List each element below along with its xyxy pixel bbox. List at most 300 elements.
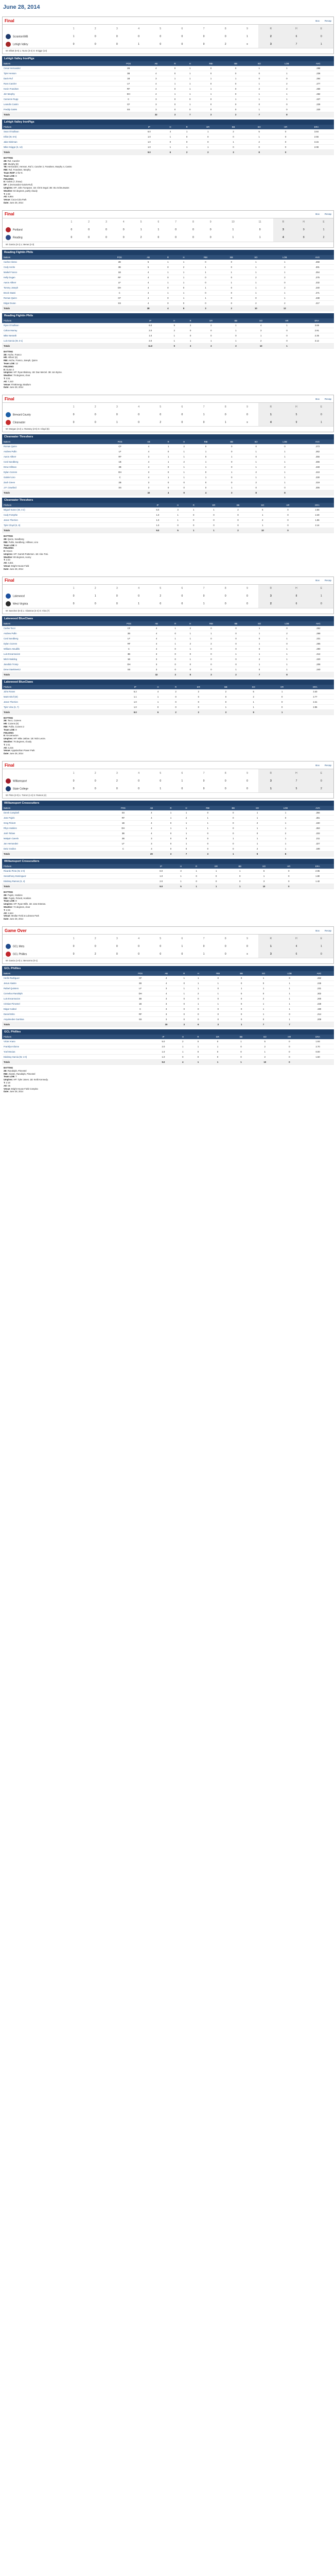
player-name-link[interactable]: Zach Green [2, 480, 103, 485]
errors-total: 0 [309, 600, 333, 608]
player-name-link[interactable]: Ricardo Pinto (W, 2-0) [2, 869, 149, 874]
player-name-link[interactable]: J.P. Crawford [2, 485, 103, 490]
note-value: HP: Mike Jarboe. 1B: Nick Lenze. [13, 737, 46, 740]
column-header: HR [275, 503, 300, 507]
player-name-link[interactable]: Franklyn Kilome [2, 1044, 151, 1049]
player-name-link[interactable]: Cesar Hernandez [2, 66, 112, 71]
note-value: Duran 2 [6, 368, 14, 371]
box-tab[interactable]: Box [315, 213, 320, 216]
player-row [2, 879, 334, 884]
player-name-link[interactable]: Edubray Ramos (S, 4) [2, 879, 149, 884]
recap-tab[interactable]: Recap [324, 397, 331, 400]
stat-cell: 2 [179, 816, 194, 821]
team-cell[interactable] [3, 600, 63, 608]
column-header: H [166, 318, 182, 323]
column-header: BB [213, 685, 239, 689]
stat-cell: 1B [102, 269, 136, 275]
column-header: Pitchers [2, 864, 149, 869]
stat-cell: 2.70 [302, 1044, 334, 1049]
player-name-link[interactable]: Andrew Pullin [2, 449, 103, 454]
stat-cell: 2 [166, 328, 182, 333]
team-name[interactable]: Clearwater [13, 420, 26, 424]
player-row [2, 656, 334, 662]
note-value: 8 [15, 728, 17, 731]
recap-tab[interactable]: Recap [324, 929, 331, 932]
team-name[interactable]: Reading [13, 236, 23, 240]
stat-cell: 1B [107, 821, 140, 826]
rhe-header: R [273, 218, 294, 226]
note-label: HR: [4, 356, 8, 359]
player-name-link[interactable]: Cord Sandberg [2, 636, 113, 641]
note-label: Team LOB: [4, 362, 15, 365]
linescore-header [3, 577, 333, 585]
player-name-link[interactable]: Greg Pickett [2, 821, 107, 826]
inning-runs: 2 [160, 420, 162, 424]
player-name-link[interactable]: Dylan Cozens [2, 641, 113, 646]
page-title: June 28, 2014 [3, 4, 40, 10]
note-value: 7,410 [8, 380, 13, 383]
team-name[interactable]: Williamsport [13, 779, 27, 783]
stat-cell: .227 [302, 841, 334, 846]
column-header: IP [151, 1035, 175, 1039]
errors-total: 1 [314, 226, 333, 234]
note-label: 2B: [4, 159, 7, 162]
player-name-link[interactable]: Leandro Castro [2, 102, 112, 107]
player-name-link[interactable]: Deivi Grullon [2, 846, 107, 852]
stat-cell: 1 [239, 704, 268, 709]
player-name-link[interactable]: Jiandido Tromp [2, 662, 113, 667]
inning-runs: 0 [94, 35, 96, 38]
player-name-link[interactable]: Rhys Hoskins [2, 826, 107, 831]
stat-cell: .273 [301, 444, 334, 449]
player-name-link[interactable]: Ryan O'Sullivan [2, 323, 134, 328]
stat-cell: 0 [177, 1017, 191, 1022]
totals-cell: 10 [252, 884, 276, 889]
player-name-link[interactable]: Gabriel Lino [2, 475, 103, 480]
player-name-link[interactable]: Jim Murphy [2, 92, 112, 97]
stat-cell: 0 [198, 71, 224, 76]
boxscore-table [2, 61, 334, 117]
team-cell[interactable] [3, 234, 63, 242]
team-cell[interactable] [3, 418, 63, 426]
team-cell[interactable] [3, 950, 63, 958]
player-name-link[interactable]: Elliot (W, 6-5) [2, 134, 136, 140]
note-value: 12 [15, 362, 18, 365]
linescore-row [3, 600, 333, 608]
stat-cell: 0 [222, 816, 245, 821]
stat-cell: 1 [275, 986, 304, 991]
player-name-link[interactable]: Russ Canzler [2, 81, 112, 87]
player-row [2, 1055, 334, 1060]
team-cell[interactable] [3, 942, 63, 950]
player-name-link[interactable]: Edgar Cabral [2, 1007, 125, 1012]
player-name-link[interactable]: Cameron Rupp [2, 97, 112, 102]
note-label: T: [4, 908, 6, 911]
stat-cell: 2.88 [300, 507, 334, 513]
stat-cell: 1 [269, 454, 301, 460]
player-name-link[interactable]: Malquin Canelo [2, 836, 107, 841]
stat-cell: 0 [224, 66, 247, 71]
inning-runs: 0 [70, 228, 73, 232]
stat-cell: 1 [183, 636, 198, 641]
player-name-link[interactable]: Colton Murray [2, 328, 134, 333]
inning-runs: 2 [160, 595, 162, 598]
team-cell[interactable] [3, 785, 63, 792]
stat-cell: 1 [191, 986, 206, 991]
player-name-link[interactable]: Cord Sandberg [2, 460, 103, 465]
team-cell[interactable] [3, 32, 63, 40]
stat-cell: 4 [137, 460, 161, 465]
note-value: Bright House Field [11, 565, 29, 568]
stat-cell: 0 [272, 140, 299, 145]
player-row [2, 626, 334, 631]
player-name-link[interactable]: Carlos Tocci [2, 626, 113, 631]
stat-cell: 4 [145, 87, 167, 92]
player-name-link[interactable]: Josh Tobias [2, 831, 107, 836]
stat-cell: 1 [247, 66, 271, 71]
stat-cell: 1 [175, 1049, 191, 1055]
stat-cell: 0 [191, 260, 220, 265]
stat-cell: 1 [247, 92, 271, 97]
stat-cell: 2 [226, 507, 250, 513]
errors-total: 0 [309, 32, 333, 40]
stat-cell: SS [107, 810, 140, 816]
inning-runs: 0 [94, 602, 96, 606]
linescore-header-row [3, 769, 333, 777]
boxscore-table [2, 621, 334, 677]
stat-cell: LF [112, 81, 145, 87]
column-header: IP [134, 318, 166, 323]
stat-cell: 1 [247, 97, 271, 102]
player-name-link[interactable]: Mike Knigge (S, 14) [2, 145, 136, 150]
team-name[interactable]: Brevard County [13, 413, 31, 416]
inning-header: 3 [105, 221, 107, 224]
player-name-link[interactable]: Tommy Joseph [2, 285, 102, 290]
player-name-link[interactable]: Cornelius Randolph [2, 991, 125, 996]
player-name-link[interactable]: Roman Quinn [2, 444, 103, 449]
inning-header: 2 [94, 771, 96, 775]
stat-cell: 1 [269, 470, 301, 475]
stat-cell: .231 [304, 986, 334, 991]
stat-cell: 1 [243, 460, 269, 465]
box-tab[interactable]: Box [315, 929, 320, 932]
team-cell[interactable] [3, 777, 63, 785]
recap-tab[interactable]: Recap [324, 213, 331, 216]
stat-cell: 1 [192, 460, 220, 465]
stat-cell: 1.93 [302, 1039, 334, 1044]
player-name-link[interactable]: Victor Arano [2, 1039, 151, 1044]
stat-cell: C [103, 475, 137, 480]
player-row [2, 981, 334, 986]
totals-cell: 2 [224, 112, 247, 117]
player-name-link[interactable]: Brock Stassi [2, 290, 102, 295]
inning-header: 8 [224, 937, 226, 940]
stat-cell: 1 [202, 507, 226, 513]
team-name[interactable]: State College [13, 787, 29, 790]
game-block [2, 926, 334, 1096]
player-name-link[interactable]: Matt Imhof (W) [2, 694, 121, 699]
team-name[interactable]: West Virginia [13, 602, 28, 606]
box-tab[interactable]: Box [315, 397, 320, 400]
inning-runs: 0 [73, 944, 75, 948]
game-status: Final [5, 762, 14, 768]
inning-runs: 0 [203, 779, 205, 783]
recap-tab[interactable]: Recap [324, 579, 331, 582]
player-name-link[interactable]: Mike Nesseth [2, 333, 134, 338]
stat-cell: 0 [191, 996, 206, 1002]
stat-cell: .301 [301, 264, 334, 269]
stat-cell: 1 [220, 280, 243, 285]
player-name-link[interactable]: Jake Diekman [2, 140, 136, 145]
stat-cell: 1.80 [301, 874, 334, 879]
stat-cell: 4 [145, 641, 168, 646]
stat-cell: 0 [222, 831, 245, 836]
totals-cell: 5 [173, 884, 189, 889]
note-value: 3,215 [8, 746, 13, 749]
player-name-link[interactable]: Cristian Pimentel [2, 1002, 125, 1007]
totals-cell [113, 672, 145, 677]
stat-cell: 4 [136, 295, 160, 300]
player-name-link[interactable]: Derek Campbell [2, 810, 107, 816]
player-name-link[interactable]: Cody Forsythe [2, 513, 146, 518]
player-name-link[interactable]: Maikel Franco [2, 269, 102, 275]
note-label: RBI: [4, 168, 8, 172]
stat-cell: 1 [160, 260, 176, 265]
totals-cell: 9 [239, 709, 268, 715]
player-name-link[interactable]: Kelly Dugan [2, 275, 102, 280]
note-label: Date: [4, 918, 9, 921]
inning-header: 8 [224, 405, 226, 409]
stat-cell: 2.56 [299, 134, 334, 140]
stat-cell: 3 [145, 662, 168, 667]
linescore-card [2, 577, 334, 614]
stat-cell: 0 [220, 465, 243, 470]
column-header: AB [140, 806, 163, 810]
stat-cell: 2 [247, 87, 271, 92]
stat-cell: 1 [166, 338, 182, 343]
totals-cell: 32 [145, 112, 167, 117]
linescore-card [2, 761, 334, 799]
stat-cell: 0 [202, 518, 226, 523]
stat-cell: 0 [185, 704, 213, 709]
player-name-link[interactable]: Luis Encarnacion [2, 651, 113, 656]
stat-cell: 2 [253, 1044, 277, 1049]
stat-cell: 0 [179, 846, 194, 852]
player-name-link[interactable]: Luis Encarnacion [2, 996, 125, 1002]
note-label: T: [4, 1081, 6, 1084]
team-cell[interactable] [3, 592, 63, 600]
inning-runs: 0 [116, 35, 118, 38]
player-name-link[interactable]: Aaron Altherr [2, 280, 102, 285]
totals-cell: Totals [2, 490, 103, 496]
team-logo-icon [6, 952, 11, 957]
stat-cell: .263 [302, 826, 334, 831]
column-header: R [163, 806, 179, 810]
stat-cell: 0 [161, 449, 176, 454]
player-name-link[interactable]: Tyler Viza (S, 7) [2, 704, 121, 709]
note-label: FIELDING [4, 177, 14, 180]
team-name[interactable]: Lakewood [13, 595, 25, 598]
stat-cell: 0 [198, 66, 224, 71]
player-name-link[interactable]: Jose Pujols [2, 816, 107, 821]
player-name-link[interactable]: Miguel Nunez (W, 4-2) [2, 507, 146, 513]
column-header: ERA [300, 503, 334, 507]
column-header: SO [250, 503, 275, 507]
player-name-link[interactable]: Tyler Henson [2, 71, 112, 76]
stat-cell: 2 [239, 694, 268, 699]
column-header: RBI [194, 806, 222, 810]
player-name-link[interactable]: John Rosen [2, 689, 121, 694]
linescore-table [3, 218, 333, 242]
box-tab[interactable]: Box [315, 579, 320, 582]
note-value: June 28, 2014 [9, 567, 24, 570]
player-name-link[interactable]: Daniel Brito [2, 1012, 125, 1017]
team-cell[interactable] [3, 411, 63, 418]
player-name-link[interactable]: Seranthony Dominguez [2, 874, 149, 879]
errors-total: 2 [309, 785, 333, 792]
player-name-link[interactable]: Kevin Frandsen [2, 87, 112, 92]
stat-cell: 0 [231, 1002, 252, 1007]
totals-cell [301, 490, 334, 496]
stat-cell: 2 [269, 264, 301, 269]
player-name-link[interactable]: Jan Hernandez [2, 841, 107, 846]
team-cell[interactable] [3, 40, 63, 48]
linescore-header-row [3, 25, 333, 32]
stat-cell: 1 [194, 826, 222, 831]
player-name-link[interactable]: Cody Asche [2, 264, 102, 269]
player-name-link[interactable]: Andrew Pullin [2, 631, 113, 636]
stat-cell: 1 [275, 981, 304, 986]
stat-cell: 0 [277, 1039, 302, 1044]
rhe-header: E [309, 585, 333, 592]
stat-cell: CF [102, 295, 136, 300]
stat-cell: 0 [205, 1017, 231, 1022]
player-name-link[interactable]: Drew Hillman [2, 465, 103, 470]
inning-runs: 0 [203, 787, 205, 790]
note-label: 2B: [4, 353, 7, 356]
player-row [2, 662, 334, 667]
stat-cell: .217 [301, 300, 334, 306]
player-name-link[interactable]: Carlos Alonso [2, 260, 102, 265]
column-header: IP [136, 125, 162, 129]
stat-cell: 5.0 [151, 1039, 175, 1044]
inning-header: 7 [203, 937, 205, 940]
player-name-link[interactable]: Rafael Quintero [2, 986, 125, 991]
box-tab[interactable]: Box [315, 19, 320, 22]
player-name-link[interactable]: Mitch Walding [2, 656, 113, 662]
stat-cell: 3B [125, 996, 155, 1002]
player-name-link[interactable]: Yoel Mecias [2, 1049, 151, 1055]
page [2, 0, 334, 1096]
team-name[interactable]: GCL Mets [13, 944, 25, 948]
player-name-link[interactable]: Herlis Rodriguez [2, 976, 125, 981]
stat-cell: 1 [243, 264, 269, 269]
stat-cell: 0 [179, 134, 195, 140]
stat-cell: 1 [252, 1012, 275, 1017]
player-name-link[interactable]: Jesus Alastre [2, 981, 125, 986]
player-name-link[interactable]: Drew Stankiewicz [2, 667, 113, 672]
note-value: FirstEnergy Stadium [11, 383, 31, 386]
player-name-link[interactable]: Sean O'Sullivan [2, 129, 136, 134]
player-name-link[interactable]: Roman Quinn [2, 295, 102, 300]
totals-cell: 3 [163, 852, 179, 857]
stat-cell: 2 [269, 285, 301, 290]
stat-cell: 0 [220, 290, 243, 295]
game-notes [2, 1065, 334, 1096]
stat-cell: C [102, 290, 136, 295]
stat-cell: 0 [198, 636, 224, 641]
linescore-card [2, 210, 334, 248]
stat-cell: 2 [247, 656, 272, 662]
boxscore-header-row [2, 439, 334, 444]
stat-cell: 1.0 [121, 699, 149, 704]
inning-runs: 0 [138, 779, 139, 783]
stat-cell: 0 [246, 145, 273, 150]
stat-cell: 2 [270, 831, 302, 836]
team-name[interactable]: Lehigh Valley [13, 42, 28, 46]
stat-cell: .190 [304, 1007, 334, 1012]
stat-cell: 0 [204, 879, 228, 884]
stat-cell: 1.0 [146, 513, 170, 518]
player-name-link[interactable]: Luis Garcia (W, 3-1) [2, 338, 134, 343]
inning-runs: 0 [160, 944, 162, 948]
stat-cell: 0 [167, 107, 182, 112]
player-name-link[interactable]: Aaron Altherr [2, 454, 103, 460]
player-name-link[interactable]: Willians Astudillo [2, 646, 113, 651]
stat-cell: 2.08 [299, 145, 334, 150]
recap-tab[interactable]: Recap [324, 19, 331, 22]
player-name-link[interactable]: Edubray Garcia (W, 1-0) [2, 1055, 151, 1060]
player-name-link[interactable]: Dylan Cozens [2, 470, 103, 475]
totals-cell: 0 [275, 528, 300, 533]
stat-cell: 0 [222, 826, 245, 831]
player-name-link[interactable]: Darin Ruf [2, 76, 112, 81]
column-header: SO [252, 864, 276, 869]
boxscore-header-row [2, 971, 334, 976]
player-name-link[interactable]: Edgar Duran [2, 300, 102, 306]
recap-tab[interactable]: Recap [324, 764, 331, 767]
box-tab[interactable]: Box [315, 764, 320, 767]
player-name-link[interactable]: Tyler Cloyd (S, 6) [2, 523, 146, 528]
player-name-link[interactable]: Arquimedes Gamboa [2, 1017, 125, 1022]
inning-runs: 1 [116, 420, 118, 424]
player-name-link[interactable]: Jesen Therrien [2, 518, 146, 523]
player-row [2, 651, 334, 656]
stat-cell: 1 [243, 449, 269, 454]
note-value: Quinn, Sandberg [7, 537, 24, 540]
team-name[interactable]: GCL Phillies [13, 952, 27, 956]
player-row [2, 636, 334, 641]
stat-cell: 1 [247, 631, 272, 636]
stat-cell: .220 [303, 656, 334, 662]
team-name[interactable]: Portland [13, 228, 23, 232]
stat-cell: 3B [112, 71, 145, 76]
column-header: AB [136, 255, 160, 260]
player-name-link[interactable]: Freddy Galvis [2, 107, 112, 112]
stat-cell: 4 [140, 810, 163, 816]
stat-cell: .277 [303, 81, 334, 87]
stat-cell: 1 [252, 986, 275, 991]
runs-total: 3 [258, 777, 284, 785]
totals-cell: 9 [166, 343, 182, 348]
totals-cell [302, 852, 334, 857]
team-name[interactable]: Scranton/WB [13, 35, 28, 38]
stat-cell: 3 [155, 1002, 177, 1007]
note-value: HP: Ryan Blakney. 1B: Dan Merzel. 3B: Jon Byrne. [13, 371, 62, 374]
player-name-link[interactable]: Jesen Therrien [2, 699, 121, 704]
note-label: Att: [4, 380, 8, 383]
team-cell[interactable] [3, 226, 63, 234]
